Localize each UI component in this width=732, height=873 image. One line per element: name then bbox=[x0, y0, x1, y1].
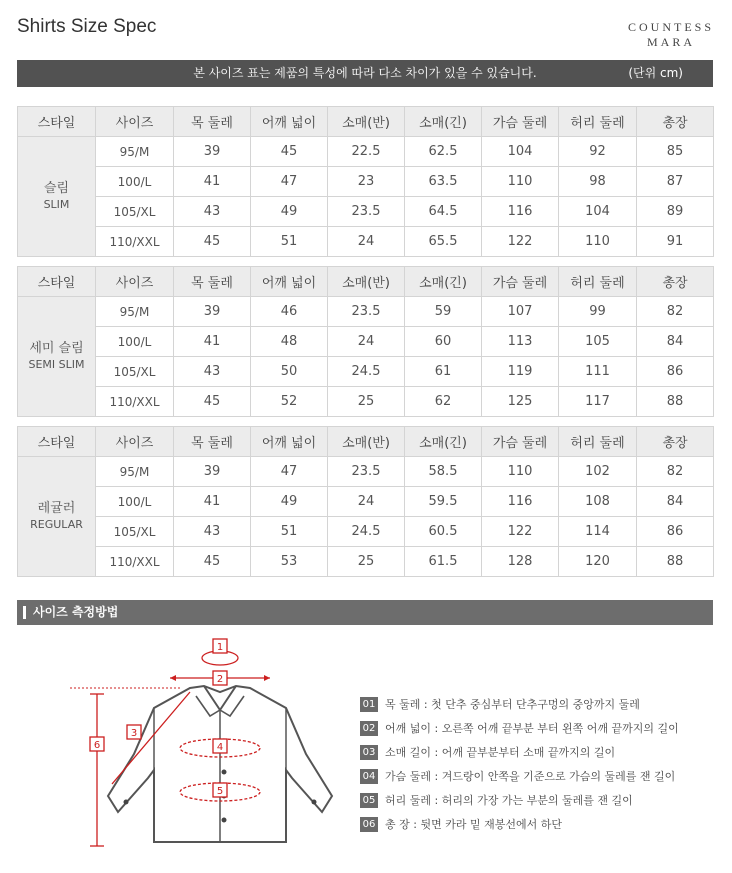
value-cell: 87 bbox=[637, 167, 714, 197]
style-cell bbox=[18, 297, 96, 417]
value-cell: 60.5 bbox=[405, 517, 482, 547]
legend-text: 소매 길이 : 어깨 끝부분부터 소매 끝까지의 길이 bbox=[385, 746, 616, 759]
column-header: 목 둘레 bbox=[174, 427, 251, 457]
size-cell: 110/XXL bbox=[96, 387, 174, 417]
table-row bbox=[18, 227, 714, 257]
value-cell: 91 bbox=[637, 227, 714, 257]
column-header: 총장 bbox=[637, 107, 714, 137]
column-header: 사이즈 bbox=[96, 107, 174, 137]
size-cell: 110/XXL bbox=[96, 227, 174, 257]
value-cell: 88 bbox=[637, 387, 714, 417]
value-cell: 23.5 bbox=[328, 197, 405, 227]
value-cell: 41 bbox=[174, 327, 251, 357]
value-cell: 46 bbox=[251, 297, 328, 327]
value-cell: 125 bbox=[482, 387, 559, 417]
value-cell: 43 bbox=[174, 357, 251, 387]
column-header: 허리 둘레 bbox=[559, 267, 637, 297]
measurement-badge bbox=[213, 739, 227, 753]
column-header: 목 둘레 bbox=[174, 267, 251, 297]
column-header: 어깨 넓이 bbox=[251, 267, 328, 297]
column-header: 사이즈 bbox=[96, 267, 174, 297]
value-cell: 53 bbox=[251, 547, 328, 577]
style-name-ko: 세미 슬림 bbox=[29, 340, 84, 356]
value-cell: 116 bbox=[482, 197, 559, 227]
column-header: 총장 bbox=[637, 267, 714, 297]
value-cell: 61 bbox=[405, 357, 482, 387]
column-header: 허리 둘레 bbox=[559, 107, 637, 137]
column-header: 소매(반) bbox=[328, 267, 405, 297]
value-cell: 47 bbox=[251, 457, 328, 487]
legend-item bbox=[360, 812, 679, 836]
value-cell: 39 bbox=[174, 457, 251, 487]
column-header: 어깨 넓이 bbox=[251, 427, 328, 457]
style-name-en: SEMI SLIM bbox=[28, 357, 85, 371]
value-cell: 102 bbox=[559, 457, 637, 487]
value-cell: 119 bbox=[482, 357, 559, 387]
value-cell: 82 bbox=[637, 297, 714, 327]
legend-number: 03 bbox=[360, 745, 378, 760]
value-cell: 50 bbox=[251, 357, 328, 387]
value-cell: 58.5 bbox=[405, 457, 482, 487]
column-header: 사이즈 bbox=[96, 427, 174, 457]
value-cell: 25 bbox=[328, 387, 405, 417]
value-cell: 49 bbox=[251, 487, 328, 517]
size-cell: 105/XL bbox=[96, 517, 174, 547]
value-cell: 51 bbox=[251, 517, 328, 547]
size-cell: 105/XL bbox=[96, 197, 174, 227]
value-cell: 128 bbox=[482, 547, 559, 577]
badge-label: 3 bbox=[130, 728, 138, 739]
table-row bbox=[18, 517, 714, 547]
legend-number: 02 bbox=[360, 721, 378, 736]
table-row bbox=[18, 357, 714, 387]
size-cell: 110/XXL bbox=[96, 547, 174, 577]
value-cell: 108 bbox=[559, 487, 637, 517]
value-cell: 65.5 bbox=[405, 227, 482, 257]
value-cell: 23 bbox=[328, 167, 405, 197]
size-cell: 100/L bbox=[96, 167, 174, 197]
column-header: 가슴 둘레 bbox=[482, 427, 559, 457]
value-cell: 86 bbox=[637, 357, 714, 387]
value-cell: 62 bbox=[405, 387, 482, 417]
column-header: 어깨 넓이 bbox=[251, 107, 328, 137]
legend-text: 총 장 : 뒷면 카라 밑 재봉선에서 하단 bbox=[385, 818, 562, 831]
value-cell: 86 bbox=[637, 517, 714, 547]
value-cell: 110 bbox=[559, 227, 637, 257]
value-cell: 59 bbox=[405, 297, 482, 327]
size-cell: 95/M bbox=[96, 297, 174, 327]
value-cell: 24.5 bbox=[328, 357, 405, 387]
value-cell: 41 bbox=[174, 487, 251, 517]
value-cell: 47 bbox=[251, 167, 328, 197]
legend-text: 가슴 둘레 : 겨드랑이 안쪽을 기준으로 가슴의 둘레를 잰 길이 bbox=[385, 770, 676, 783]
style-name-ko: 슬림 bbox=[43, 180, 70, 196]
value-cell: 24 bbox=[328, 327, 405, 357]
size-table bbox=[17, 106, 714, 257]
value-cell: 59.5 bbox=[405, 487, 482, 517]
size-cell: 100/L bbox=[96, 327, 174, 357]
shirt-diagram bbox=[70, 636, 340, 856]
value-cell: 92 bbox=[559, 137, 637, 167]
legend-item bbox=[360, 716, 679, 740]
column-header: 소매(긴) bbox=[405, 427, 482, 457]
legend-item bbox=[360, 788, 679, 812]
style-cell bbox=[18, 457, 96, 577]
value-cell: 84 bbox=[637, 487, 714, 517]
column-header: 소매(긴) bbox=[405, 267, 482, 297]
value-cell: 63.5 bbox=[405, 167, 482, 197]
value-cell: 104 bbox=[559, 197, 637, 227]
value-cell: 114 bbox=[559, 517, 637, 547]
value-cell: 52 bbox=[251, 387, 328, 417]
value-cell: 39 bbox=[174, 297, 251, 327]
size-cell: 100/L bbox=[96, 487, 174, 517]
value-cell: 23.5 bbox=[328, 297, 405, 327]
value-cell: 61.5 bbox=[405, 547, 482, 577]
value-cell: 122 bbox=[482, 227, 559, 257]
badge-label: 5 bbox=[216, 786, 224, 797]
value-cell: 43 bbox=[174, 197, 251, 227]
value-cell: 25 bbox=[328, 547, 405, 577]
value-cell: 49 bbox=[251, 197, 328, 227]
legend-number: 06 bbox=[360, 817, 378, 832]
column-header: 소매(긴) bbox=[405, 107, 482, 137]
value-cell: 99 bbox=[559, 297, 637, 327]
value-cell: 84 bbox=[637, 327, 714, 357]
size-cell: 95/M bbox=[96, 457, 174, 487]
legend-number: 05 bbox=[360, 793, 378, 808]
value-cell: 110 bbox=[482, 457, 559, 487]
value-cell: 39 bbox=[174, 137, 251, 167]
style-name-en: SLIM bbox=[43, 197, 70, 211]
badge-label: 6 bbox=[93, 740, 101, 751]
badge-label: 1 bbox=[216, 642, 224, 653]
table-row bbox=[18, 547, 714, 577]
legend-item bbox=[360, 692, 679, 716]
value-cell: 88 bbox=[637, 547, 714, 577]
value-cell: 45 bbox=[251, 137, 328, 167]
column-header: 스타일 bbox=[18, 427, 96, 457]
size-cell: 105/XL bbox=[96, 357, 174, 387]
notice-banner bbox=[17, 60, 713, 87]
value-cell: 24 bbox=[328, 227, 405, 257]
value-cell: 45 bbox=[174, 227, 251, 257]
table-row bbox=[18, 327, 714, 357]
size-cell: 95/M bbox=[96, 137, 174, 167]
column-header: 허리 둘레 bbox=[559, 427, 637, 457]
legend-text: 목 둘레 : 첫 단추 중심부터 단추구멍의 중앙까지 둘레 bbox=[385, 698, 640, 711]
column-header: 소매(반) bbox=[328, 427, 405, 457]
value-cell: 43 bbox=[174, 517, 251, 547]
brand-line-1: COUNTESS bbox=[627, 20, 714, 34]
table-row bbox=[18, 487, 714, 517]
legend-number: 01 bbox=[360, 697, 378, 712]
value-cell: 82 bbox=[637, 457, 714, 487]
value-cell: 24.5 bbox=[328, 517, 405, 547]
style-name-en: REGULAR bbox=[30, 517, 83, 531]
value-cell: 122 bbox=[482, 517, 559, 547]
legend-number: 04 bbox=[360, 769, 378, 784]
table-row bbox=[18, 387, 714, 417]
column-header: 스타일 bbox=[18, 267, 96, 297]
table-row bbox=[18, 197, 714, 227]
value-cell: 105 bbox=[559, 327, 637, 357]
value-cell: 23.5 bbox=[328, 457, 405, 487]
column-header: 목 둘레 bbox=[174, 107, 251, 137]
value-cell: 89 bbox=[637, 197, 714, 227]
value-cell: 60 bbox=[405, 327, 482, 357]
legend-text: 어깨 넓이 : 오른쪽 어깨 끝부분 부터 왼쪽 어깨 끝까지의 길이 bbox=[385, 722, 679, 735]
value-cell: 51 bbox=[251, 227, 328, 257]
value-cell: 41 bbox=[174, 167, 251, 197]
section-title: 사이즈 측정방법 bbox=[33, 605, 119, 619]
column-header: 가슴 둘레 bbox=[482, 107, 559, 137]
value-cell: 110 bbox=[482, 167, 559, 197]
style-cell bbox=[18, 137, 96, 257]
value-cell: 116 bbox=[482, 487, 559, 517]
value-cell: 107 bbox=[482, 297, 559, 327]
notice-text: 본 사이즈 표는 제품의 특성에 따라 다소 차이가 있을 수 있습니다. bbox=[193, 66, 537, 80]
value-cell: 62.5 bbox=[405, 137, 482, 167]
value-cell: 117 bbox=[559, 387, 637, 417]
badge-label: 4 bbox=[216, 742, 224, 753]
table-row bbox=[18, 137, 714, 167]
legend-text: 허리 둘레 : 허리의 가장 가는 부분의 둘레를 잰 길이 bbox=[385, 794, 633, 807]
size-table bbox=[17, 426, 714, 577]
table-row bbox=[18, 457, 714, 487]
value-cell: 111 bbox=[559, 357, 637, 387]
brand-line-2: MARA bbox=[646, 35, 695, 49]
value-cell: 104 bbox=[482, 137, 559, 167]
value-cell: 48 bbox=[251, 327, 328, 357]
section-header bbox=[17, 600, 713, 625]
measurement-badge bbox=[213, 783, 227, 797]
size-table bbox=[17, 266, 714, 417]
value-cell: 22.5 bbox=[328, 137, 405, 167]
value-cell: 85 bbox=[637, 137, 714, 167]
style-name-ko: 레귤러 bbox=[37, 500, 76, 516]
table-row bbox=[18, 297, 714, 327]
brand-logo bbox=[628, 20, 714, 50]
value-cell: 24 bbox=[328, 487, 405, 517]
table-row bbox=[18, 167, 714, 197]
column-header: 총장 bbox=[637, 427, 714, 457]
unit-text: (단위 cm) bbox=[628, 66, 683, 80]
measurement-badge bbox=[127, 725, 141, 739]
measurement-badge bbox=[213, 639, 227, 653]
column-header: 가슴 둘레 bbox=[482, 267, 559, 297]
measurement-legend bbox=[360, 692, 679, 836]
value-cell: 113 bbox=[482, 327, 559, 357]
value-cell: 45 bbox=[174, 547, 251, 577]
legend-item bbox=[360, 764, 679, 788]
value-cell: 120 bbox=[559, 547, 637, 577]
badge-label: 2 bbox=[216, 674, 224, 685]
legend-item bbox=[360, 740, 679, 764]
value-cell: 64.5 bbox=[405, 197, 482, 227]
value-cell: 45 bbox=[174, 387, 251, 417]
measurement-badge bbox=[90, 737, 104, 751]
section-marker bbox=[23, 606, 26, 619]
measurement-badge bbox=[213, 671, 227, 685]
column-header: 소매(반) bbox=[328, 107, 405, 137]
page-title: Shirts Size Spec bbox=[17, 16, 157, 37]
column-header: 스타일 bbox=[18, 107, 96, 137]
value-cell: 98 bbox=[559, 167, 637, 197]
